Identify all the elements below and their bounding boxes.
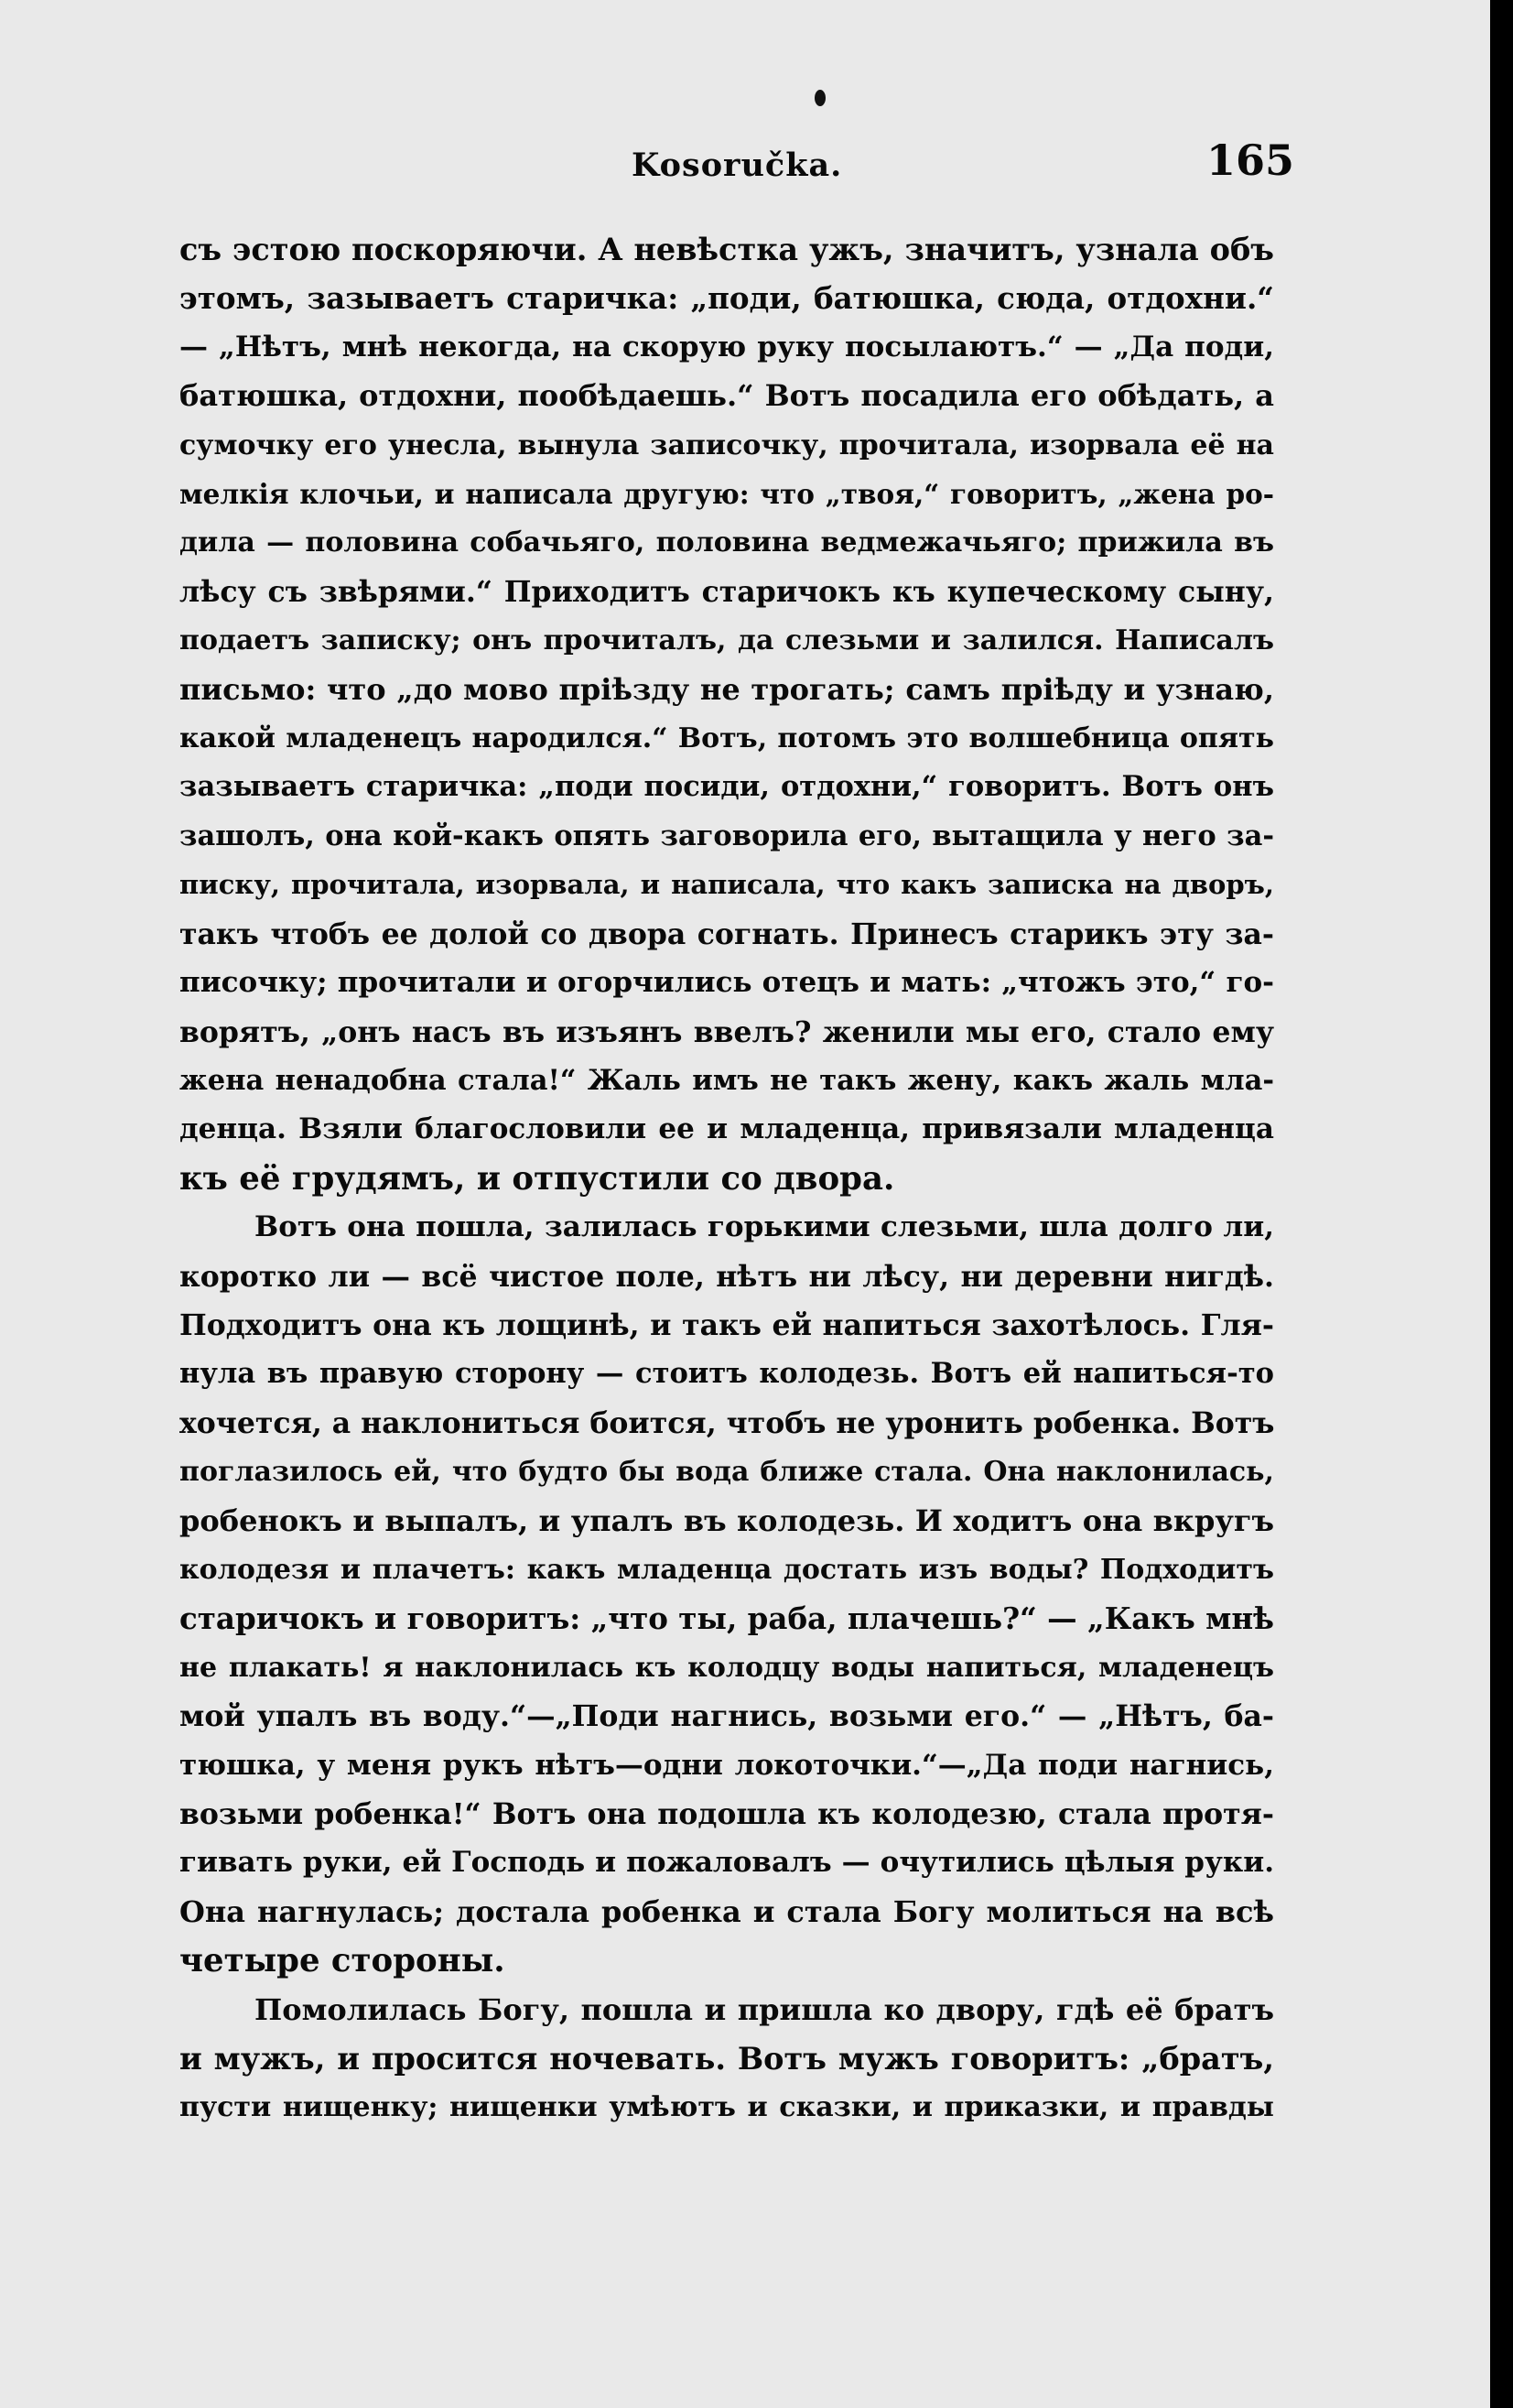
text-line: Подходитъ она къ лощинѣ, и такъ ей напиться захотѣлось. Гля- [179,1307,1274,1342]
paragraph-3 [179,1986,1274,2132]
text-line: и мужъ, и просится ночевать. Вотъ мужъ говоритъ: „братъ, [179,2041,1274,2077]
text-line: Она нагнулась; достала робенка и стала Богу молиться на всѣ [179,1893,1274,1929]
text-line: подаетъ записку; онъ прочиталъ, да слезьми и залился. Написалъ [179,624,1274,657]
text-line: денца. Взяли благословили ее и младенца, привязали младенца [179,1112,1274,1146]
text-line: мой упалъ въ воду.“—„Поди нагнись, возьми его.“ — „Нѣтъ, ба- [179,1699,1274,1734]
body-text [179,225,1274,2132]
text-line: зазываетъ старичка: „поди посиди, отдохни,“ говоритъ. Вотъ онъ [179,770,1274,804]
text-line: робенокъ и выпалъ, и упалъ въ колодезь. И ходитъ она вкругъ [179,1502,1274,1538]
ink-speck [815,90,826,106]
text-line: батюшка, отдохни, пообѣдаешь.“ Вотъ посадила его обѣдать, а [179,378,1274,414]
text-line: колодезя и плачетъ: какъ младенца достать изъ воды? Подходитъ [179,1553,1274,1586]
text-line: хочется, а наклониться боится, чтобъ не уронить робенка. Вотъ [179,1405,1275,1440]
running-title: Kosoručka. [632,146,843,184]
text-line: мелкія клочьи, и написала другую: что „твоя,“ говоритъ, „жена ро- [179,478,1274,511]
text-line: этомъ, зазываетъ старичка: „поди, батюшка, сюда, отдохни.“ [179,280,1274,317]
text-line: не плакать! я наклонилась къ колодцу воды напиться, младенецъ [179,1651,1274,1684]
text-line: поглазилось ей, что будто бы вода ближе стала. Она наклонилась, [179,1456,1274,1489]
text-line: гивать руки, ей Господь и пожаловалъ — очутились цѣлыя руки. [179,1846,1274,1880]
text-line: пусти нищенку; нищенки умѣютъ и сказки, и приказки, и правды [179,2091,1274,2124]
text-line: Вотъ она пошла, залилась горькими слезьми, шла долго ли, [254,1210,1274,1244]
text-line: четыре стороны. [179,1942,505,1980]
text-line: старичокъ и говоритъ: „что ты, раба, плачешь?“ — „Какъ мнѣ [179,1600,1274,1637]
page-number: 165 [1206,136,1295,185]
text-line: такъ чтобъ ее долой со двора согнать. Принесъ старикъ эту за- [179,917,1274,951]
text-line: жена ненадобна стала!“ Жаль имъ не такъ жену, какъ жаль мла- [179,1063,1274,1097]
paragraph-2 [179,1203,1274,1986]
text-line: письмо: что „до мово пріѣзду не трогать; самъ пріѣду и узнаю, [179,671,1274,707]
text-line: — „Нѣтъ, мнѣ некогда, на скорую руку посылаютъ.“ — „Да поди, [179,330,1274,363]
text-line: какой младенецъ народился.“ Вотъ, потомъ это волшебница опять [179,722,1274,755]
text-line: къ её грудямъ, и отпустили со двора. [179,1159,895,1198]
text-line: Помолилась Богу, пошла и пришла ко двору, гдѣ её братъ [254,1991,1274,2027]
text-line: лѣсу съ звѣрями.“ Приходитъ старичокъ къ купеческому сыну, [179,574,1274,609]
text-line: писочку; прочитали и огорчились отецъ и мать: „чтожъ это,“ го- [179,966,1274,1000]
text-line: коротко ли — всё чистое поле, нѣтъ ни лѣсу, ни деревни нигдѣ. [179,1259,1274,1294]
text-line: дила — половина собачьяго, половина ведмежачьяго; прижила въ [179,526,1274,559]
paragraph-1 [179,225,1274,1203]
text-line: зашолъ, она кой-какъ опять заговорила его, вытащила у него за- [179,819,1274,852]
text-line: ворятъ, „онъ насъ въ изъянъ ввелъ? женили мы его, стало ему [179,1014,1274,1049]
scan-edge [1490,0,1513,2408]
text-line: писку, прочитала, изорвала, и написала, что какъ записка на дворъ, [179,869,1274,901]
text-line: возьми робенка!“ Вотъ она подошла къ колодезю, стала протя- [179,1797,1274,1831]
text-line: сумочку его унесла, вынула записочку, прочитала, изорвала её на [179,428,1274,461]
text-line: нула въ правую сторону — стоитъ колодезь. Вотъ ей напиться-то [179,1357,1274,1391]
text-line: съ эстою поскоряючи. А невѣстка ужъ, значитъ, узнала объ [179,232,1274,267]
text-line: тюшка, у меня рукъ нѣтъ—одни локоточки.“—„Да поди нагнись, [179,1748,1274,1782]
